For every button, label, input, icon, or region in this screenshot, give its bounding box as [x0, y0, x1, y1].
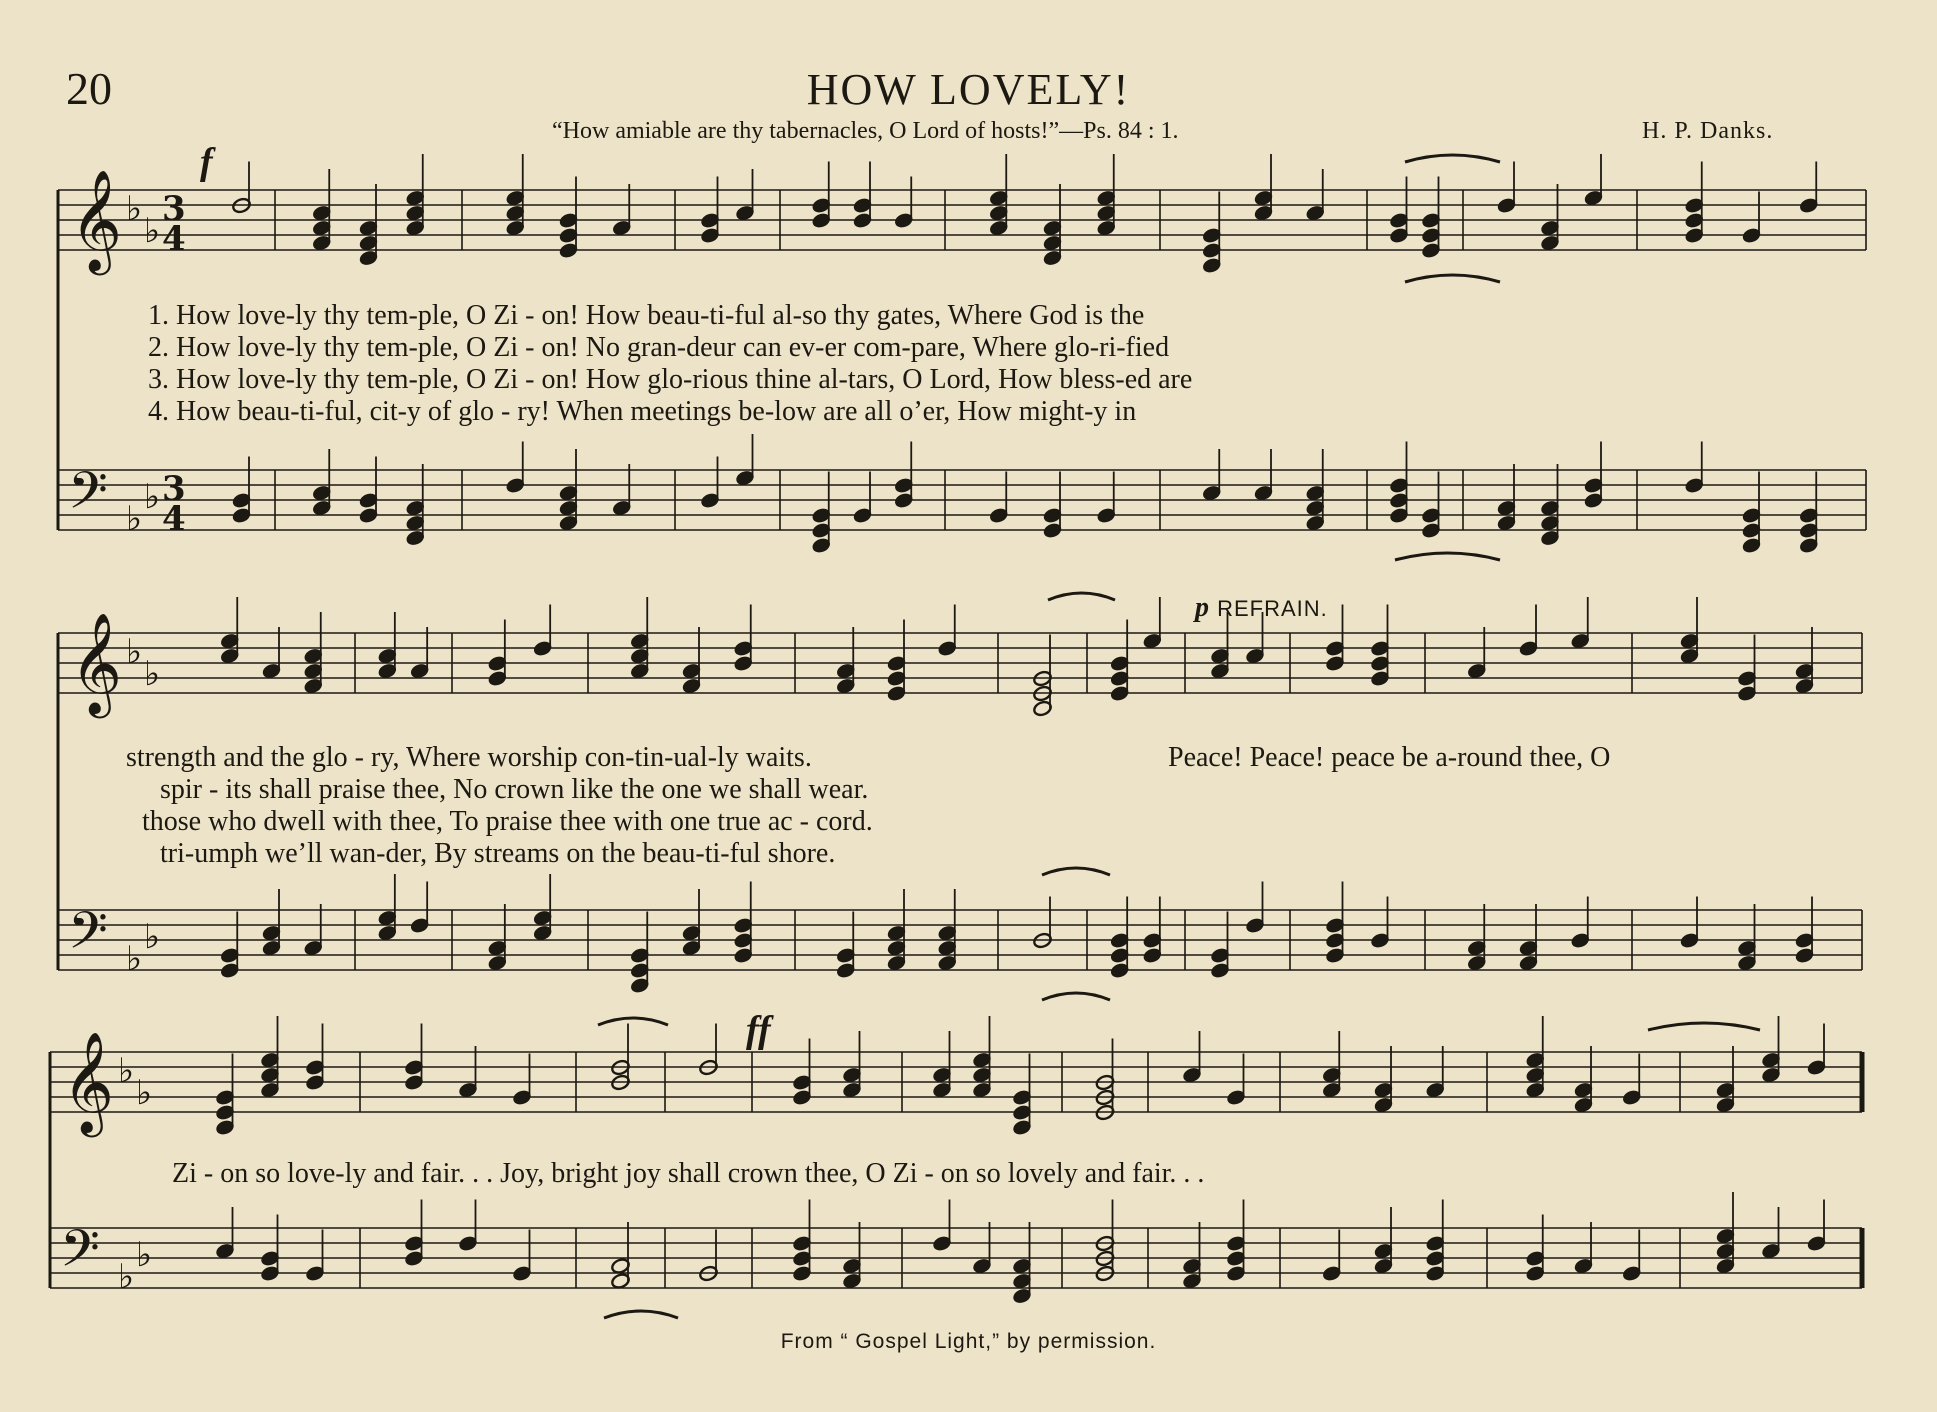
- epigraph: “How amiable are thy tabernacles, O Lord of hosts!”—Ps. 84 : 1.: [552, 118, 1179, 144]
- time-signature-bass: 3: [162, 469, 186, 509]
- verse-3-line-1: 3. How love-ly thy tem-ple, O Zi - on! How glo-rious thine al-tars, O Lord, How bless-ed are: [148, 364, 1193, 395]
- verse-4-line-1: 4. How beau-ti-ful, cit-y of glo - ry! When meetings be-low are all o’er, How might-y in: [148, 396, 1137, 427]
- treble-clef: 𝄞: [70, 168, 123, 271]
- flat-sign: ♭: [136, 1073, 153, 1113]
- flat-sign: ♭: [144, 654, 161, 694]
- refrain-line-2: Zi - on so love-ly and fair. . . Joy, bright joy shall crown thee, O Zi - on so lovely and fair. . .: [172, 1158, 1205, 1189]
- slur-tie: [1395, 553, 1500, 560]
- flat-sign: ♭: [126, 499, 143, 539]
- composer-credit: H. P. Danks.: [1642, 118, 1774, 144]
- flat-sign: ♭: [118, 1051, 135, 1091]
- flat-sign: ♭: [144, 477, 161, 517]
- bass-clef: 𝄢: [60, 1218, 100, 1291]
- permission-credit: From “ Gospel Light,” by permission.: [780, 1330, 1157, 1353]
- flat-sign: ♭: [126, 632, 143, 672]
- verse-3-line-2: those who dwell with thee, To praise thee with one true ac - cord.: [142, 806, 873, 837]
- refrain-heading: REFRAIN.: [1217, 596, 1328, 621]
- time-signature-bass: 4: [162, 499, 186, 539]
- verse-2-line-2: spir - its shall praise thee, No crown like the one we shall wear.: [160, 774, 869, 805]
- flat-sign: ♭: [126, 939, 143, 979]
- time-signature-treble: 3: [162, 189, 186, 229]
- bass-clef: 𝄢: [68, 900, 108, 973]
- treble-clef: 𝄞: [62, 1030, 115, 1133]
- dynamic-piano: p: [1195, 592, 1210, 623]
- slur-tie: [1048, 593, 1115, 600]
- slur-tie: [1042, 993, 1110, 1000]
- hymn-title: HOW LOVELY!: [806, 65, 1131, 114]
- verse-1-line-2: strength and the glo - ry, Where worship con-tin-ual-ly waits.: [126, 742, 812, 773]
- refrain-label: [1195, 592, 1328, 624]
- flat-sign: ♭: [136, 1235, 153, 1275]
- verse-1-line-1: 1. How love-ly thy tem-ple, O Zi - on! How beau-ti-ful al-so thy gates, Where God is the: [148, 300, 1145, 331]
- slur-tie: [1405, 275, 1500, 282]
- flat-sign: ♭: [144, 211, 161, 251]
- verse-2-line-1: 2. How love-ly thy tem-ple, O Zi - on! No gran-deur can ev-er com-pare, Where glo-ri-fied: [148, 332, 1170, 363]
- slur-tie: [604, 1311, 678, 1318]
- dynamic-fortissimo: ff: [746, 1009, 771, 1051]
- refrain-line-1: Peace! Peace! peace be a-round thee, O: [1168, 742, 1611, 773]
- flat-sign: ♭: [126, 189, 143, 229]
- slur-tie: [598, 1018, 668, 1025]
- treble-clef: 𝄞: [70, 611, 123, 714]
- bass-clef: 𝄢: [68, 460, 108, 533]
- slur-tie: [1042, 868, 1110, 875]
- slur-tie: [1405, 155, 1500, 162]
- flat-sign: ♭: [118, 1257, 135, 1297]
- flat-sign: ♭: [144, 917, 161, 957]
- dynamic-forte: f: [200, 141, 213, 183]
- time-signature-treble: 4: [162, 219, 186, 259]
- verse-4-line-2: tri-umph we’ll wan-der, By streams on the beau-ti-ful shore.: [160, 838, 836, 869]
- page-number: 20: [66, 63, 112, 114]
- slur-tie: [1648, 1023, 1760, 1030]
